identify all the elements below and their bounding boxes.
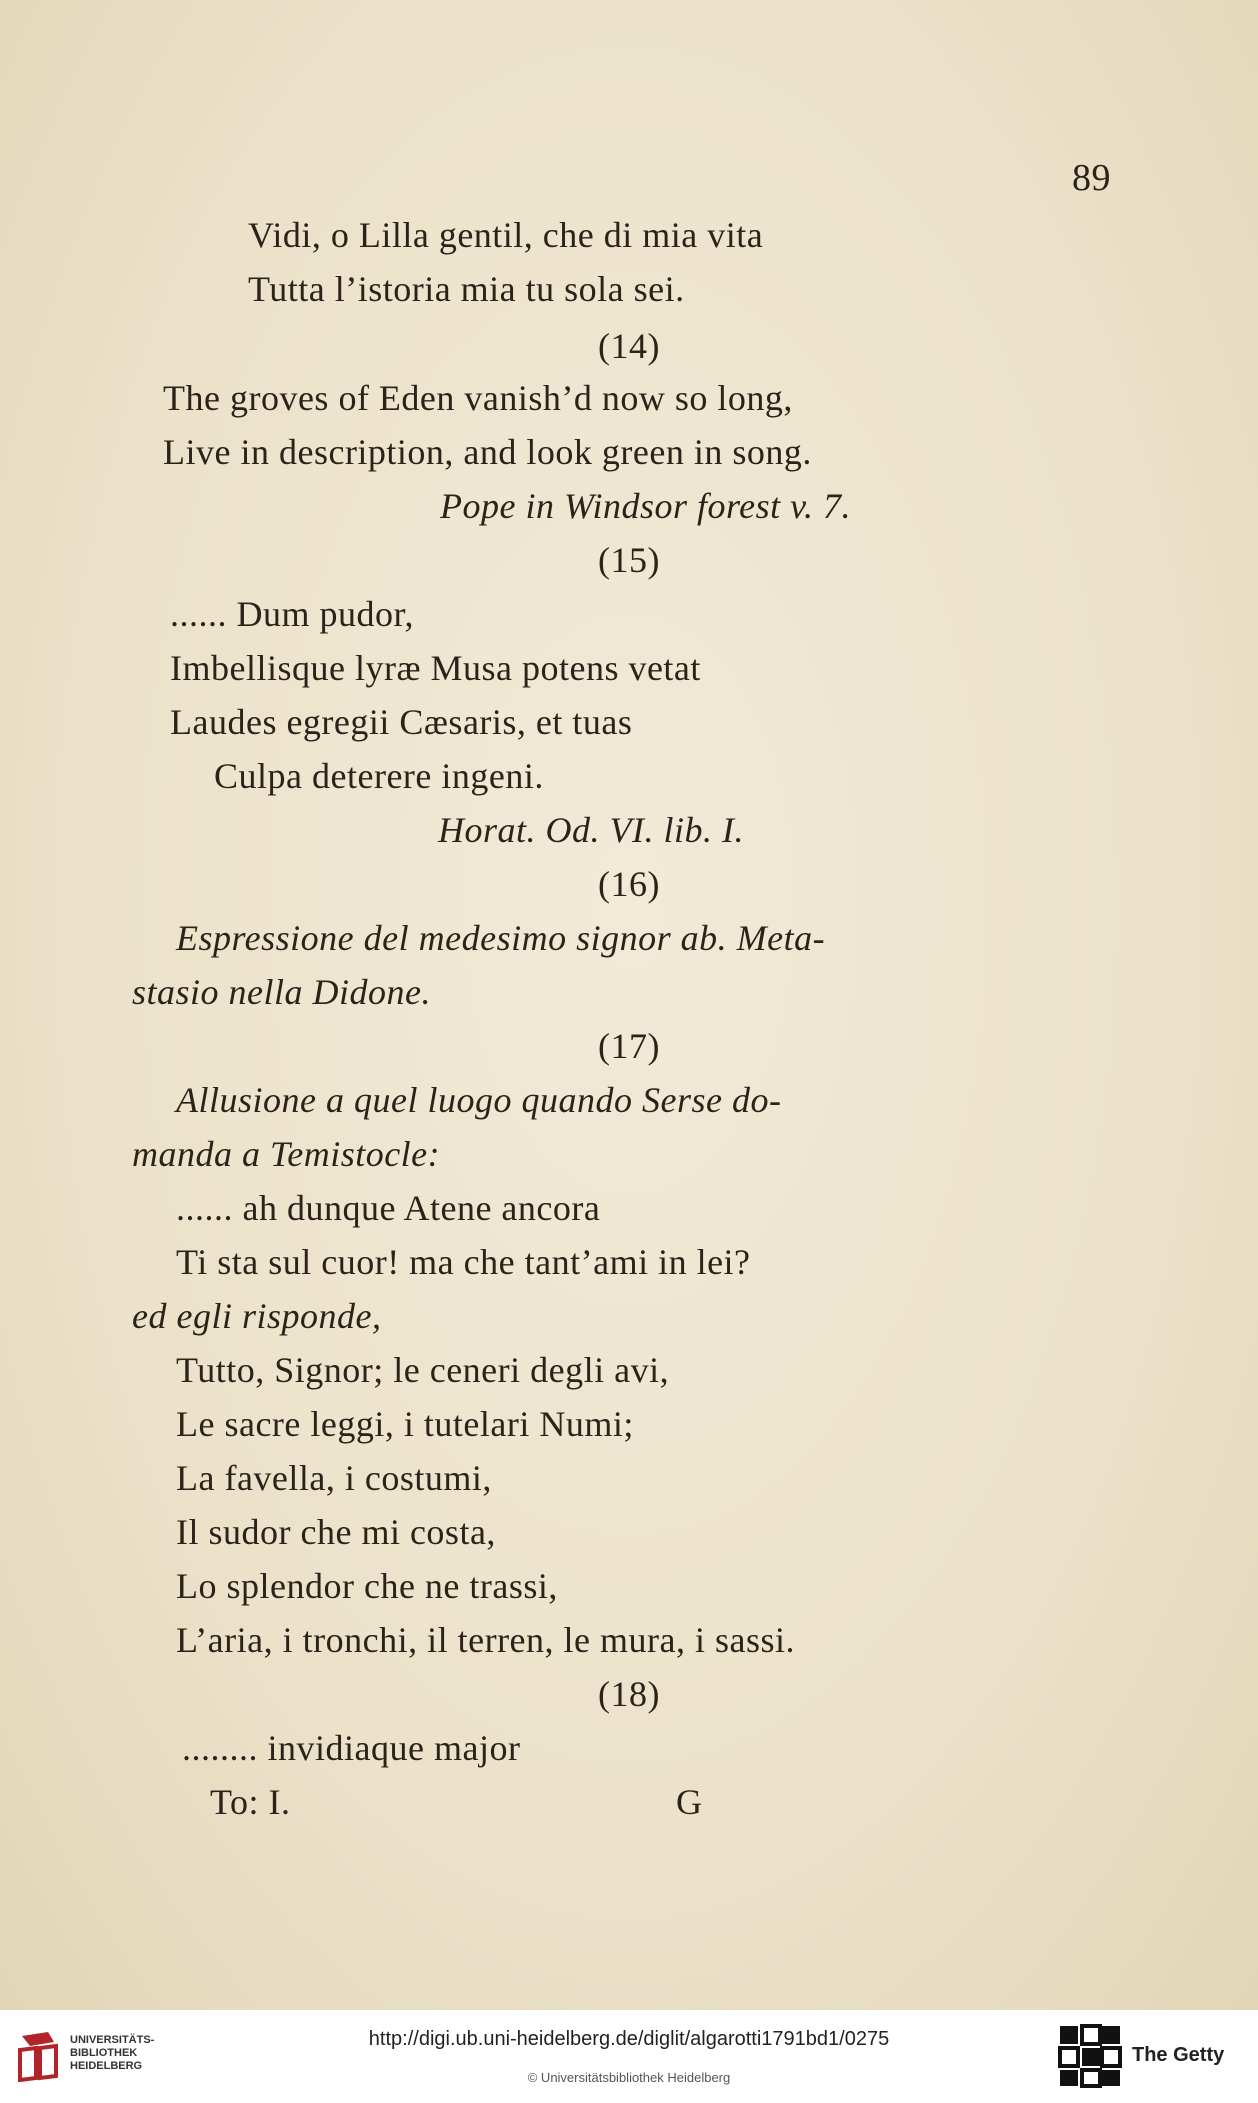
verse-line: Laudes egregii Cæsaris, et tuas [170,702,633,742]
note-text: Allusione a quel luogo quando Serse do- [176,1080,782,1120]
getty-logo-icon [1058,2024,1122,2093]
note-number: (14) [598,326,660,366]
verse-line: Live in description, and look green in song. [163,432,812,472]
verse-line: Culpa deterere ingeni. [214,756,544,796]
verse-line: Le sacre leggi, i tutelari Numi; [176,1404,634,1444]
copyright-notice: © Universitätsbibliothek Heidelberg [527,2070,731,2085]
note-number: (15) [598,540,660,580]
verse-line: Imbellisque lyræ Musa potens vetat [170,648,701,688]
library-name-line: BIBLIOTHEK [70,2047,138,2059]
verse-line: ...... ah dunque Atene ancora [176,1188,601,1228]
permalink-url[interactable]: http://digi.ub.uni-heidelberg.de/diglit/algarotti1791bd1/0275 [368,2028,890,2050]
verse-line: Lo splendor che ne trassi, [176,1566,558,1606]
verse-line: ........ invidiaque major [182,1728,521,1768]
library-name-line: UNIVERSITÄTS- [70,2034,155,2046]
verse-line: The groves of Eden vanish’d now so long, [163,378,793,418]
verse-line: L’aria, i tronchi, il terren, le mura, i sassi. [176,1620,795,1660]
verse-line: Il sudor che mi costa, [176,1512,496,1552]
verse-line: Tutta l’istoria mia tu sola sei. [248,269,685,309]
note-text: ed egli risponde, [132,1296,382,1336]
citation: Horat. Od. VI. lib. I. [438,810,744,850]
verse-line: Vidi, o Lilla gentil, che di mia vita [248,215,764,255]
note-number: (17) [598,1026,660,1066]
verse-line: Tutto, Signor; le ceneri degli avi, [176,1350,670,1390]
viewer-footer [0,2010,1258,2103]
note-text: Espressione del medesimo signor ab. Meta- [176,918,826,958]
library-name-line: HEIDELBERG [70,2060,143,2072]
verse-line: ...... Dum pudor, [170,594,415,634]
verse-line: Ti sta sul cuor! ma che tant’ami in lei? [176,1242,751,1282]
note-number: (16) [598,864,660,904]
page-number: 89 [1072,157,1111,199]
getty-label: The Getty [1132,2044,1225,2066]
note-text: stasio nella Didone. [132,972,431,1012]
citation: Pope in Windsor forest v. 7. [440,486,851,526]
catchword: G [676,1782,703,1822]
verse-line: La favella, i costumi, [176,1458,492,1498]
note-number: (18) [598,1674,660,1714]
note-text: manda a Temistocle: [132,1134,441,1174]
signature-mark: To: I. [210,1782,291,1822]
